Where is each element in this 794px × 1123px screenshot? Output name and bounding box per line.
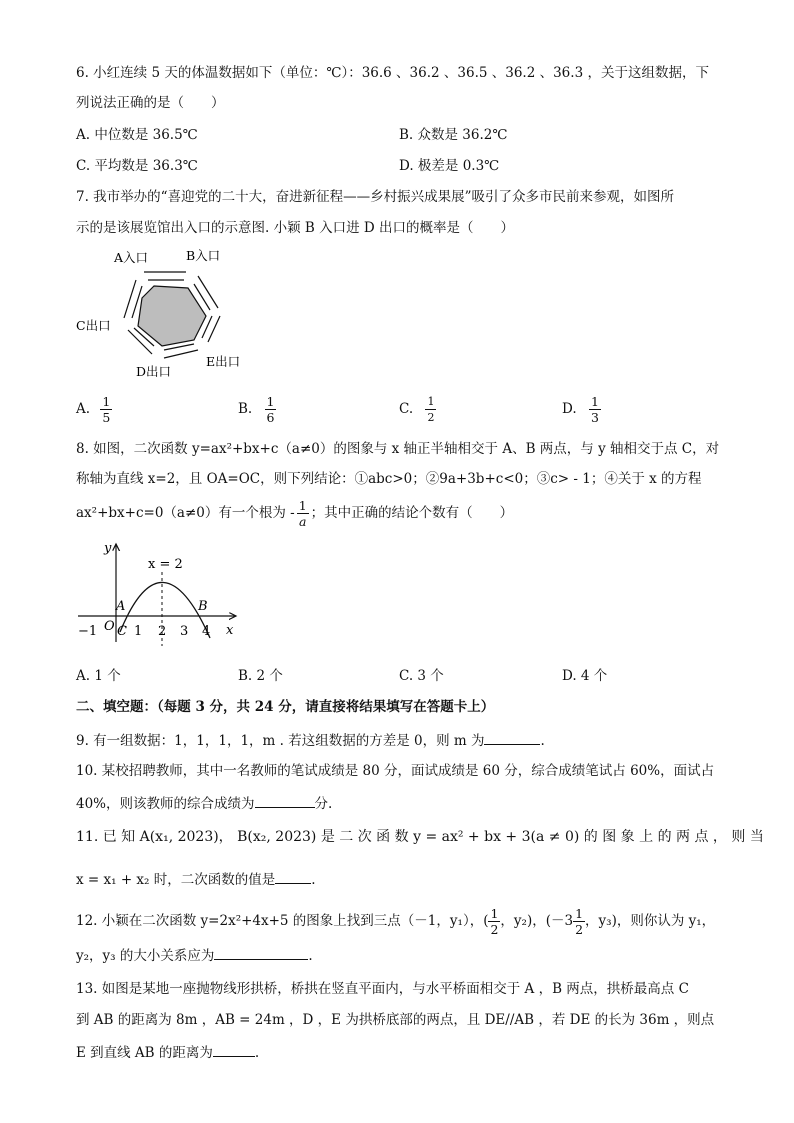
q11-line-2 [76, 869, 316, 889]
point-c-label: C [117, 624, 127, 639]
q13-line-3 [76, 1042, 259, 1062]
q13-text-end: . [254, 1045, 260, 1061]
q12-text-pre: 12. 小颖在二次函数 y=2x²+4x+5 的图象上找到三点（－1，y₁），( [76, 913, 489, 929]
q8-option-b: B. 2 个 [238, 668, 283, 684]
q10-text-end: 分. [314, 796, 333, 812]
q8-line-3 [76, 498, 513, 529]
origin-label: O [104, 619, 115, 634]
q7-option-b [238, 394, 276, 425]
q7-line-2: 示的是该展览馆出入口的示意图. 小颖 B 入口进 D 出口的概率是（ ） [76, 220, 514, 236]
q7-option-c [399, 394, 436, 425]
q12-fraction-2: $\frac{1}{2}$ [575, 906, 584, 937]
section-2-title: 二、填空题：（每题 3 分，共 24 分，请直接将结果填写在答题卡上） [76, 699, 495, 715]
q7-option-c-fraction: $\frac{1}{2}$ [427, 395, 435, 424]
q8-fraction: $\frac{1}{a}$ [298, 498, 307, 529]
q8-line-3-post: ；其中正确的结论个数有（ ） [310, 505, 514, 521]
q7-option-d-fraction: $\frac{1}{3}$ [590, 394, 599, 425]
q10-line-2 [76, 793, 332, 813]
outer-wall [164, 350, 198, 358]
q7-line-1: 7. 我市举办的“喜迎党的二十大，奋进新征程——乡村振兴成果展”吸引了众多市民前来参观，如图所 [76, 189, 674, 205]
q12-answer-blank[interactable] [214, 945, 308, 960]
q8-line-2: 称轴为直线 x=2，且 OA=OC，则下列结论：①abc>0；②9a+3b+c<0；③c> - 1；④关于 x 的方程 [76, 471, 702, 487]
y-axis-label: y [104, 541, 112, 556]
q6-option-b: B. 众数是 36.2℃ [399, 127, 508, 143]
q7-option-a-fraction: $\frac{1}{5}$ [102, 394, 111, 425]
parabola-graph [74, 538, 244, 648]
outer-wall [198, 276, 218, 308]
q8-option-d: D. 4 个 [562, 668, 608, 684]
q9-answer-blank[interactable] [484, 730, 540, 745]
q8-line-1: 8. 如图，二次函数 y=ax²+bx+c（a≠0）的图象与 x 轴正半轴相交于 A、B 两点，与 y 轴相交于点 C，对 [76, 441, 720, 457]
q11-line-1: 11. 已 知 A(x₁, 2023)， B(x₂, 2023) 是 二 次 函 数 y = ax² + bx + 3(a ≠ 0) 的 图 象 上 的 两 点 ， 则 当 [76, 829, 764, 845]
q11-text-end: . [311, 872, 316, 888]
q7-option-b-label: B. [238, 401, 253, 417]
q12-text-post: ，y₃)，则你认为 y₁， [585, 913, 716, 929]
q12-line-1 [76, 904, 715, 938]
q13-line-1: 13. 如图是某地一座抛物线形拱桥，桥拱在竖直平面内，与水平桥面相交于 A ，B 两点，拱桥最高点 C [76, 981, 689, 997]
q7-option-b-fraction: $\frac{1}{6}$ [266, 394, 275, 425]
q7-option-d-label: D. [562, 401, 577, 417]
q7-option-a [76, 394, 112, 425]
label-b-entrance: B入口 [186, 248, 221, 263]
q9-line [76, 730, 545, 750]
tick-4: 4 [202, 624, 211, 639]
label-d-exit: D出口 [136, 364, 172, 379]
q10-line-1: 10. 某校招聘教师，其中一名教师的笔试成绩是 80 分，面试成绩是 60 分，综合成绩笔试占 60%，面试占 [76, 763, 715, 779]
tick-1: 1 [134, 624, 143, 639]
point-a-label: A [116, 599, 126, 614]
q9-text-end: . [540, 733, 545, 749]
q11-text: x = x₁ + x₂ 时，二次函数的值是 [76, 872, 276, 888]
q12-fraction-1: $\frac{1}{2}$ [490, 906, 499, 937]
q7-option-c-label: C. [399, 401, 414, 417]
tick-3: 3 [180, 624, 189, 639]
q13-line-2: 到 AB 的距离为 8m ，AB = 24m ，D ，E 为拱桥底部的两点，且 DE//AB ，若 DE 的长为 36m ，则点 [76, 1012, 715, 1028]
q7-option-a-label: A. [76, 401, 91, 417]
q8-line-3-pre: ax²+bx+c=0（a≠0）有一个根为 - [76, 505, 295, 521]
q12-line-2 [76, 945, 313, 965]
x-axis-label: x [226, 623, 234, 638]
q8-option-c: C. 3 个 [399, 668, 444, 684]
symmetry-axis-label: x = 2 [148, 557, 183, 572]
q6-option-c: C. 平均数是 36.3℃ [76, 158, 198, 174]
point-b-label: B [198, 599, 208, 614]
label-e-exit: E出口 [206, 354, 241, 369]
q12-text-mid: ，y₂)，(－3 [500, 913, 574, 929]
q10-answer-blank[interactable] [255, 793, 315, 808]
q6-line-1: 6. 小红连续 5 天的体温数据如下（单位：℃）：36.6 、36.2 、36.5 、36.2 、36.3 ，关于这组数据，下 [76, 65, 709, 81]
tick-neg1: −1 [78, 624, 98, 639]
label-c-exit: C出口 [76, 318, 111, 333]
q11-answer-blank[interactable] [275, 869, 311, 884]
q13-text: E 到直线 AB 的距离为 [76, 1045, 213, 1061]
q13-answer-blank[interactable] [213, 1042, 255, 1057]
q7-option-d [562, 394, 601, 425]
q6-option-d: D. 极差是 0.3℃ [399, 158, 500, 174]
q10-text: 40%，则该教师的综合成绩为 [76, 796, 255, 812]
q12-text-end: . [308, 948, 313, 964]
q6-line-2: 列说法正确的是（ ） [76, 95, 225, 111]
central-exhibit-area [138, 286, 206, 346]
q12-text: y₂，y₃ 的大小关系应为 [76, 948, 215, 964]
tick-2: 2 [158, 624, 167, 639]
label-a-entrance: A入口 [114, 250, 149, 265]
q8-option-a: A. 1 个 [76, 668, 121, 684]
q9-text: 9. 有一组数据：1，1，1，1，m . 若这组数据的方差是 0，则 m 为 [76, 733, 485, 749]
q6-option-a: A. 中位数是 36.5℃ [76, 127, 198, 143]
exhibition-hall-diagram [74, 246, 254, 386]
